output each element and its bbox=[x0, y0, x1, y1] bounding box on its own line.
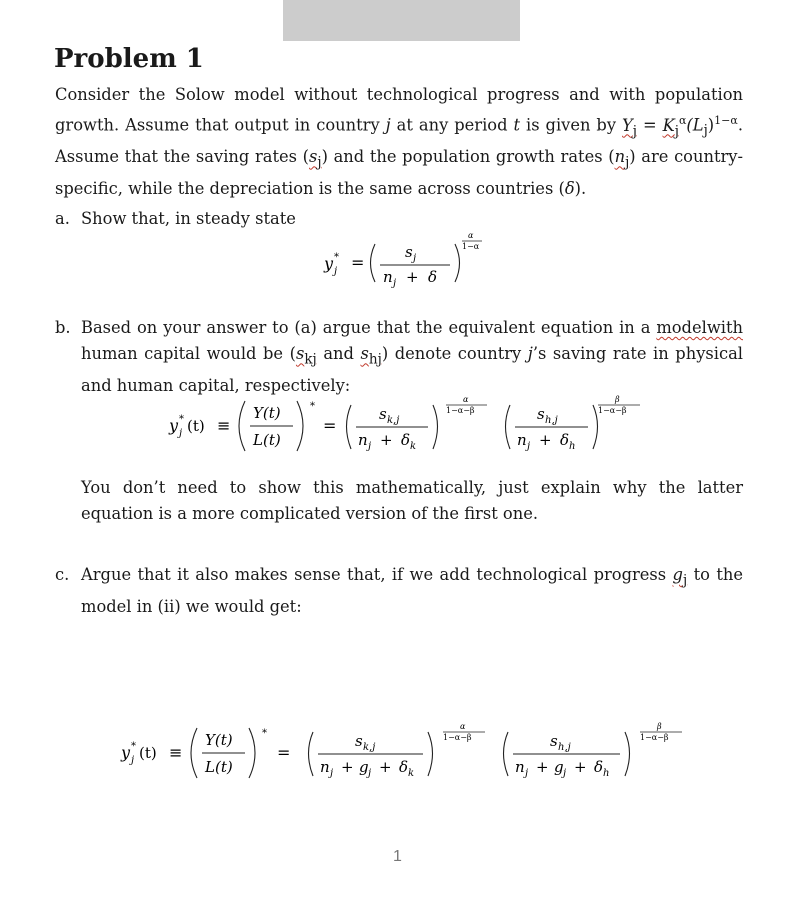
svg-text:n: n bbox=[320, 758, 330, 776]
svg-text:s: s bbox=[537, 405, 545, 423]
part-c bbox=[55, 562, 743, 620]
svg-text:n: n bbox=[383, 268, 393, 286]
svg-text:h,j: h,j bbox=[558, 742, 571, 753]
svg-text:y: y bbox=[121, 743, 131, 762]
svg-text:k,j: k,j bbox=[387, 415, 400, 426]
svg-text:α: α bbox=[460, 722, 466, 731]
svg-text:*: * bbox=[131, 741, 136, 752]
svg-text:g: g bbox=[359, 758, 369, 776]
svg-text:j: j bbox=[368, 768, 372, 779]
svg-text:*: * bbox=[334, 252, 339, 263]
part-b-label: b. bbox=[55, 318, 71, 337]
svg-text:s: s bbox=[550, 732, 558, 750]
svg-text:k: k bbox=[410, 441, 417, 452]
svg-text:n: n bbox=[517, 431, 527, 449]
svg-text:j: j bbox=[330, 768, 334, 779]
part-c-label: c. bbox=[55, 565, 70, 584]
svg-text:=: = bbox=[277, 743, 291, 762]
svg-text:Y(t): Y(t) bbox=[205, 731, 233, 749]
svg-text:*: * bbox=[262, 728, 267, 739]
equation-a bbox=[318, 230, 498, 290]
svg-text:=: = bbox=[351, 253, 365, 272]
equation-c bbox=[117, 720, 697, 790]
svg-text:L(t): L(t) bbox=[253, 431, 281, 449]
svg-text:h: h bbox=[603, 768, 610, 779]
svg-text:s: s bbox=[355, 732, 363, 750]
svg-text:j: j bbox=[179, 428, 183, 439]
part-c-text: Argue that it also makes sense that, if we add technological progress $g_j$ to the model in (ii) we would get: bbox=[81, 565, 743, 616]
svg-text:j: j bbox=[525, 768, 529, 779]
svg-text:≡: ≡ bbox=[217, 416, 231, 435]
svg-text:1−α−β: 1−α−β bbox=[443, 733, 472, 742]
svg-text:j: j bbox=[131, 755, 135, 766]
svg-text:δ: δ bbox=[399, 758, 409, 776]
intro-paragraph: Consider the Solow model without technological progress and with population growth. Assume that output in country j at any period t is given by $Y_j = K_j^\alpha(L_j)^{1-\alpha}$. Assume that the saving rates $(s_j)$ and the population growth rates $(n_j)$ are country-specific, while the depreciation is the same across countries (δ). bbox=[55, 85, 743, 198]
svg-text:s: s bbox=[379, 405, 387, 423]
svg-text:n: n bbox=[358, 431, 368, 449]
svg-text:g: g bbox=[554, 758, 564, 776]
svg-text:(t): (t) bbox=[139, 744, 157, 762]
svg-text:=: = bbox=[323, 416, 337, 435]
equation-b bbox=[165, 393, 655, 463]
svg-text:(t): (t) bbox=[187, 417, 205, 435]
page-number: 1 bbox=[393, 848, 402, 865]
svg-text:j: j bbox=[527, 441, 531, 452]
svg-text:+: + bbox=[539, 431, 552, 449]
part-a-text: Show that, in steady state bbox=[81, 209, 296, 228]
svg-text:+: + bbox=[574, 758, 587, 776]
svg-text:α: α bbox=[463, 395, 469, 404]
svg-text:h,j: h,j bbox=[545, 415, 558, 426]
svg-text:+: + bbox=[380, 431, 393, 449]
svg-text:1−α−β: 1−α−β bbox=[598, 406, 627, 415]
svg-text:+: + bbox=[406, 268, 419, 286]
svg-text:β: β bbox=[615, 395, 620, 404]
svg-text:β: β bbox=[657, 722, 662, 731]
svg-text:δ: δ bbox=[560, 431, 570, 449]
svg-text:α: α bbox=[468, 231, 474, 240]
svg-text:y: y bbox=[169, 416, 179, 435]
part-a-label: a. bbox=[55, 209, 70, 228]
svg-text:L(t): L(t) bbox=[205, 758, 233, 776]
svg-text:j: j bbox=[334, 266, 338, 277]
svg-text:*: * bbox=[310, 401, 315, 412]
svg-text:δ: δ bbox=[594, 758, 604, 776]
svg-text:k,j: k,j bbox=[363, 742, 376, 753]
svg-text:j: j bbox=[413, 253, 417, 264]
svg-text:1−α−β: 1−α−β bbox=[640, 733, 669, 742]
svg-text:δ: δ bbox=[428, 268, 438, 286]
problem-title: Problem 1 bbox=[54, 44, 204, 74]
svg-text:*: * bbox=[179, 414, 184, 425]
svg-text:≡: ≡ bbox=[169, 743, 183, 762]
svg-text:1−α: 1−α bbox=[462, 242, 480, 251]
part-b bbox=[55, 315, 743, 399]
svg-text:+: + bbox=[379, 758, 392, 776]
svg-text:j: j bbox=[393, 278, 397, 289]
svg-text:Y(t): Y(t) bbox=[253, 404, 281, 422]
svg-text:+: + bbox=[536, 758, 549, 776]
part-b-text: Based on your answer to (a) argue that the equivalent equation in a modelwith human capital would be ($s_{kj}$ and $s_{hj}$) denote country j’s saving rate in physical and human capital, respectively: bbox=[81, 318, 743, 395]
svg-text:h: h bbox=[569, 441, 576, 452]
svg-text:n: n bbox=[515, 758, 525, 776]
svg-text:δ: δ bbox=[401, 431, 411, 449]
svg-text:k: k bbox=[408, 768, 415, 779]
part-b-note: You don’t need to show this mathematically, just explain why the latter equation is a more complicated version of the first one. bbox=[81, 478, 743, 524]
svg-text:j: j bbox=[368, 441, 372, 452]
svg-text:y: y bbox=[324, 254, 334, 273]
header-redaction-bar bbox=[283, 0, 520, 41]
svg-text:1−α−β: 1−α−β bbox=[446, 406, 475, 415]
svg-text:+: + bbox=[341, 758, 354, 776]
svg-text:j: j bbox=[563, 768, 567, 779]
part-a bbox=[55, 206, 743, 232]
svg-text:s: s bbox=[405, 243, 413, 261]
